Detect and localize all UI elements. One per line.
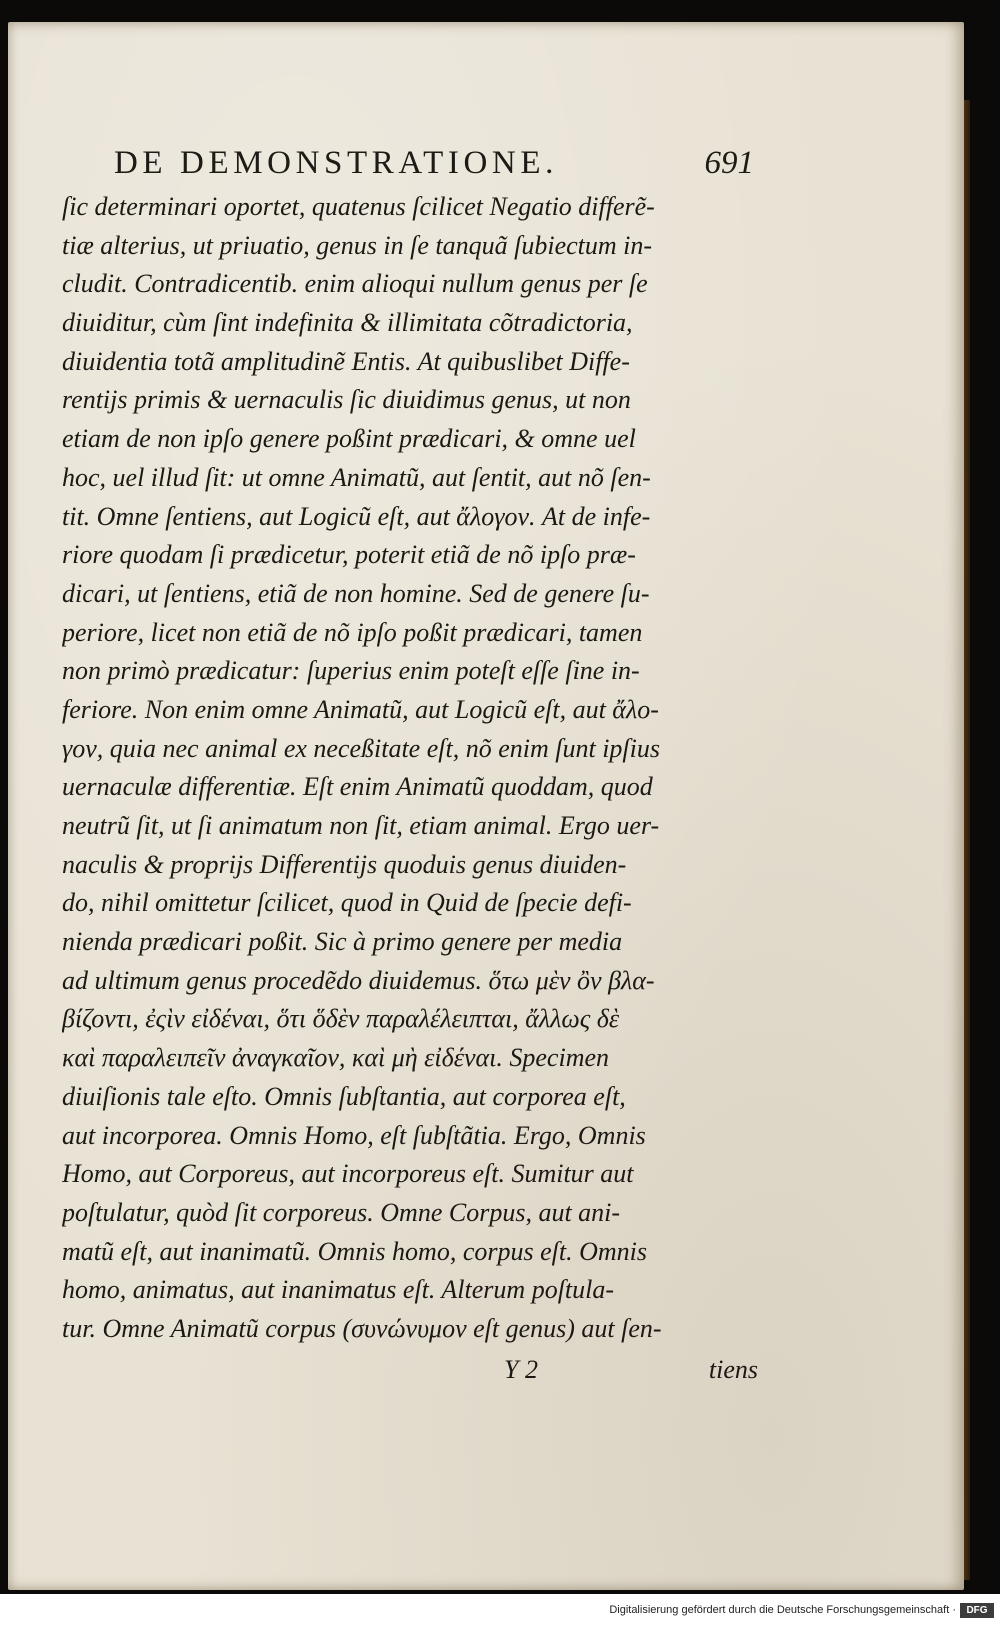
text-line: poſtulatur, quòd ſit corporeus. Omne Corpus, aut ani- — [62, 1197, 621, 1227]
body-text — [62, 188, 762, 1349]
text-line: diuiſionis tale eſto. Omnis ſubſtantia, aut corporea eſt, — [62, 1081, 626, 1111]
text-line: cludit. Contradicentib. enim alioqui nullum genus per ſe — [62, 269, 648, 299]
catchword: tiens — [708, 1355, 758, 1384]
page-header — [114, 145, 754, 191]
page-footer — [62, 1355, 762, 1395]
text-line: ſic determinari oportet, quatenus ſcilicet Negatio differẽ- — [62, 192, 655, 221]
text-line: γον, quia nec animal ex neceßitate eſt, nõ enim ſunt ipſius — [62, 733, 660, 763]
text-line: tur. Omne Animatũ corpus (συνώνυμον eſt genus) aut ſen- — [62, 1313, 662, 1343]
text-line: Homo, aut Corporeus, aut incorporeus eſt. Sumitur aut — [62, 1159, 634, 1189]
text-line: aut incorporea. Omnis Homo, eſt ſubſtãtia. Ergo, Omnis — [62, 1120, 646, 1150]
text-line: matũ eſt, aut inanimatũ. Omnis homo, corpus eſt. Omnis — [62, 1236, 647, 1266]
signature-mark: Y 2 — [504, 1355, 538, 1384]
text-line: neutrũ ſit, ut ſi animatum non ſit, etiam animal. Ergo uer- — [62, 811, 660, 840]
text-line: non primò prædicatur: ſuperius enim poteſt eſſe ſine in- — [62, 656, 640, 686]
text-line: riore quodam ſi prædicetur, poterit etiã de nõ ipſo præ- — [62, 540, 636, 570]
text-line: tit. Omne ſentiens, aut Logicũ eſt, aut ἄλογον. At de infe- — [62, 501, 651, 531]
text-line: periore, licet non etiã de nõ ipſo poßit prædicari, tamen — [62, 617, 643, 647]
text-line: etiam de non ipſo genere poßint prædicari, & omne uel — [62, 424, 636, 454]
text-line: diuiditur, cùm ſint indefinita & illimitata cõtradictoria, — [62, 308, 633, 338]
text-line: do, nihil omittetur ſcilicet, quod in Quid de ſpecie defi- — [62, 888, 632, 918]
text-line: tiæ alterius, ut priuatio, genus in ſe tanquã ſubiectum in- — [62, 230, 653, 260]
text-line: nienda prædicari poßit. Sic à primo genere per media — [62, 927, 623, 957]
text-line: diuidentia totã amplitudinẽ Entis. At quibuslibet Diffe- — [62, 346, 630, 376]
funding-credit: Digitalisierung gefördert durch die Deutsche Forschungsgemeinschaft · — [609, 1604, 956, 1616]
text-line: naculis & proprijs Differentijs quoduis genus diuiden- — [62, 849, 627, 879]
credit-bar — [0, 1594, 1000, 1628]
text-line: καὶ παραλειπεῖν ἀναγκαῖον, καὶ μὴ εἰδέναι. Specimen — [62, 1043, 610, 1073]
text-line: homo, animatus, aut inanimatus eſt. Alterum poſtula- — [62, 1275, 615, 1305]
page-number: 691 — [704, 145, 754, 181]
text-line: βίζοντι, ἐςὶν εἰδέναι, ὅτι ὅδὲν παραλέλειπται, ἄλλως δὲ — [62, 1004, 620, 1034]
running-head: DE DEMONSTRATIONE. — [114, 145, 558, 181]
text-line: rentijs primis & uernaculis ſic diuidimus genus, ut non — [62, 385, 631, 415]
text-line: ad ultimum genus procedẽdo diuidemus. ὅτω μὲν ὂν βλα- — [62, 965, 655, 995]
text-line: dicari, ut ſentiens, etiã de non homine. Sed de genere ſu- — [62, 578, 650, 608]
text-line: feriore. Non enim omne Animatũ, aut Logicũ eſt, aut ἄλο- — [62, 694, 659, 724]
text-line: hoc, uel illud ſit: ut omne Animatũ, aut ſentit, aut nõ ſen- — [62, 462, 651, 492]
dfg-logo: DFG — [960, 1603, 994, 1618]
text-line: uernaculæ differentiæ. Eſt enim Animatũ quoddam, quod — [62, 772, 653, 802]
